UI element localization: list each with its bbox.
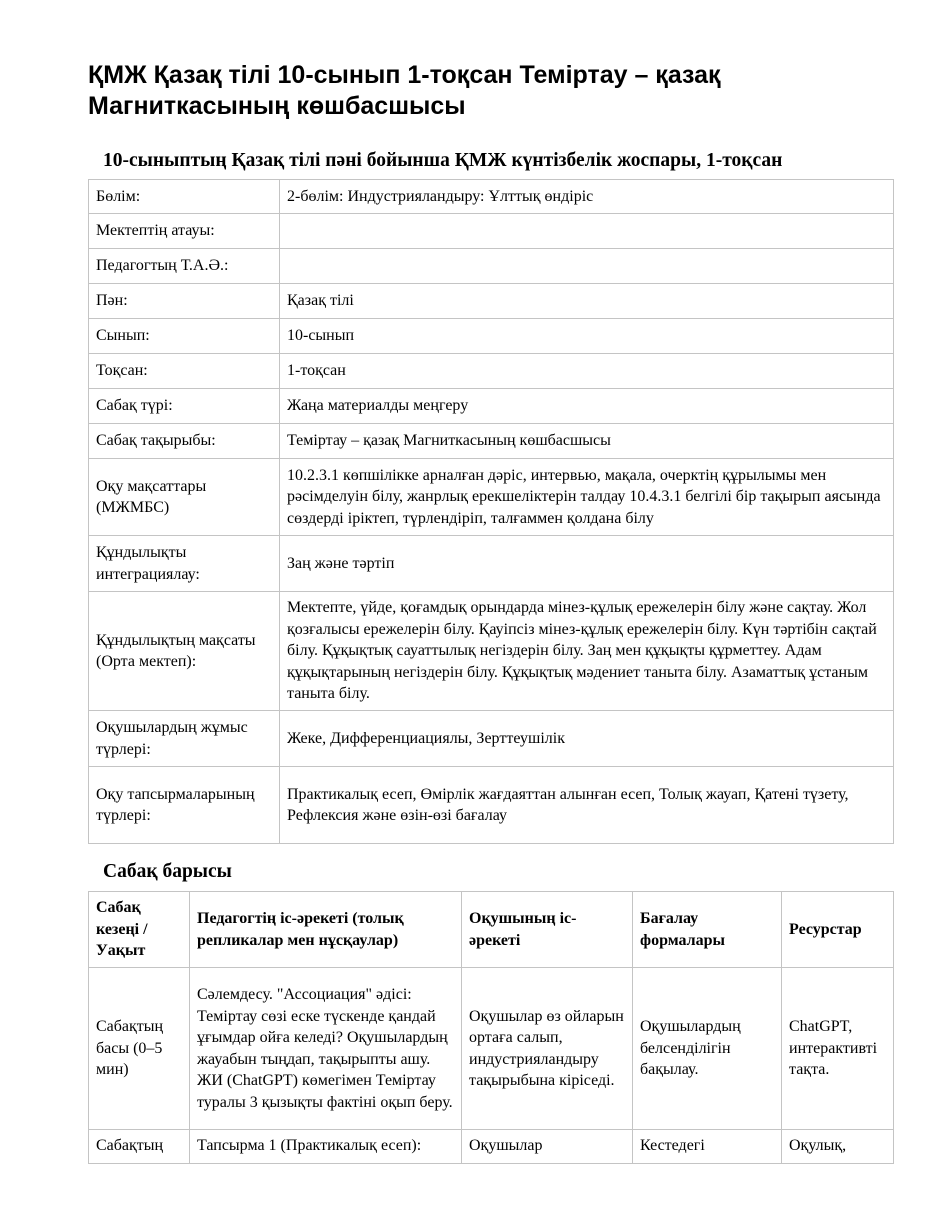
- info-label-cell: Құндылықты интеграциялау:: [89, 536, 280, 592]
- column-header: Ресурстар: [782, 892, 894, 968]
- table-cell: Сәлемдесу. "Ассоциация" әдісі: Теміртау сөзі еске түскенде қандай ұғымдар ойға келеді? Оқушылардың жауабын тыңдап, тақырыпты ашу. ЖИ (ChatGPT) көмегімен Теміртау туралы 3 қызықты фактіні оқып беру.: [190, 968, 462, 1130]
- info-value-cell: [280, 249, 894, 284]
- info-value-cell: Заң және тәртіп: [280, 536, 894, 592]
- info-value-cell: Қазақ тілі: [280, 284, 894, 319]
- plan-heading: 10-сыныптың Қазақ тілі пәні бойынша ҚМЖ күнтізбелік жоспары, 1-тоқсан: [103, 150, 783, 171]
- info-value-cell: 1-тоқсан: [280, 354, 894, 389]
- table-cell: Оқушылар: [462, 1130, 633, 1164]
- table-row: [89, 1130, 894, 1164]
- table-row: [89, 319, 894, 354]
- info-label-cell: Оқу тапсырмаларының түрлері:: [89, 767, 280, 844]
- info-label-cell: Сабақ тақырыбы:: [89, 424, 280, 459]
- table-cell: Оқушылардың белсенділігін бақылау.: [633, 968, 782, 1130]
- table-cell: Кестедегі: [633, 1130, 782, 1164]
- table-row: [89, 180, 894, 214]
- info-label-cell: Бөлім:: [89, 180, 280, 214]
- table-row: [89, 711, 894, 767]
- info-value-cell: 10-сынып: [280, 319, 894, 354]
- document-title: ҚМЖ Қазақ тілі 10-сынып 1-тоқсан Теміртау – қазақ Магниткасының көшбасшысы: [88, 61, 721, 120]
- info-value-cell: Жаңа материалды меңгеру: [280, 389, 894, 424]
- info-value-cell: 2-бөлім: Индустрияландыру: Ұлттық өндіріс: [280, 180, 894, 214]
- column-header: Оқушының іс-әрекеті: [462, 892, 633, 968]
- table-row: [89, 214, 894, 249]
- info-label-cell: Тоқсан:: [89, 354, 280, 389]
- info-value-cell: 10.2.3.1 көпшілікке арналған дәріс, интервью, мақала, очерктің құрылымы мен рәсімделуін білу, жанрлық ерекшеліктерін талдау 10.4.3.1 белгілі бір тақырып аясында сөздерді іріктеп, түрлендіріп, талғаммен қолдана білу: [280, 459, 894, 536]
- table-row: [89, 459, 894, 536]
- column-header: Сабақ кезеңі / Уақыт: [89, 892, 190, 968]
- table-row: [89, 424, 894, 459]
- info-value-cell: Мектепте, үйде, қоғамдық орындарда мінез-құлық ережелерін білу және сақтау. Жол қозғалысы ережелерін білу. Қауіпсіз мінез-құлық ережелерін білу. Күн тәртібін сақтай білу. Құқықтық сауаттылық негіздерін білу. Заң мен құқықты құрметтеу. Адам құқықтарының негіздерін білу. Құқықтық мәдениет таныта білу. Азаматтық ұстаным таныта білу.: [280, 592, 894, 711]
- table-row: [89, 389, 894, 424]
- table-row: [89, 536, 894, 592]
- column-header: Педагогтің іс-әрекеті (толық репликалар мен нұсқаулар): [190, 892, 462, 968]
- lesson-info-table: [88, 179, 894, 844]
- table-row: [89, 284, 894, 319]
- info-value-cell: Практикалық есеп, Өмірлік жағдаяттан алынған есеп, Толық жауап, Қатені түзету, Рефлексия және өзін-өзі бағалау: [280, 767, 894, 844]
- info-label-cell: Оқу мақсаттары (МЖМБС): [89, 459, 280, 536]
- info-value-cell: Теміртау – қазақ Магниткасының көшбасшысы: [280, 424, 894, 459]
- table-cell: Сабақтың: [89, 1130, 190, 1164]
- info-label-cell: Сынып:: [89, 319, 280, 354]
- info-label-cell: Құндылықтың мақсаты (Орта мектеп):: [89, 592, 280, 711]
- info-label-cell: Оқушылардың жұмыс түрлері:: [89, 711, 280, 767]
- info-label-cell: Сабақ түрі:: [89, 389, 280, 424]
- table-row: [89, 592, 894, 711]
- table-row: [89, 249, 894, 284]
- table-row: [89, 767, 894, 844]
- table-row: [89, 354, 894, 389]
- table-cell: ChatGPT, интерактивті тақта.: [782, 968, 894, 1130]
- info-label-cell: Мектептің атауы:: [89, 214, 280, 249]
- info-value-cell: Жеке, Дифференциациялы, Зерттеушілік: [280, 711, 894, 767]
- lesson-progress-table: [88, 891, 894, 1164]
- table-row: [89, 968, 894, 1130]
- table-cell: Оқушылар өз ойларын ортаға салып, индустрияландыру тақырыбына кіріседі.: [462, 968, 633, 1130]
- table-cell: Тапсырма 1 (Практикалық есеп):: [190, 1130, 462, 1164]
- column-header: Бағалау формалары: [633, 892, 782, 968]
- progress-heading: Сабақ барысы: [103, 861, 232, 882]
- info-value-cell: [280, 214, 894, 249]
- info-label-cell: Пән:: [89, 284, 280, 319]
- table-cell: Сабақтың басы (0–5 мин): [89, 968, 190, 1130]
- info-label-cell: Педагогтың Т.А.Ә.:: [89, 249, 280, 284]
- table-cell: Оқулық,: [782, 1130, 894, 1164]
- table-header-row: [89, 892, 894, 968]
